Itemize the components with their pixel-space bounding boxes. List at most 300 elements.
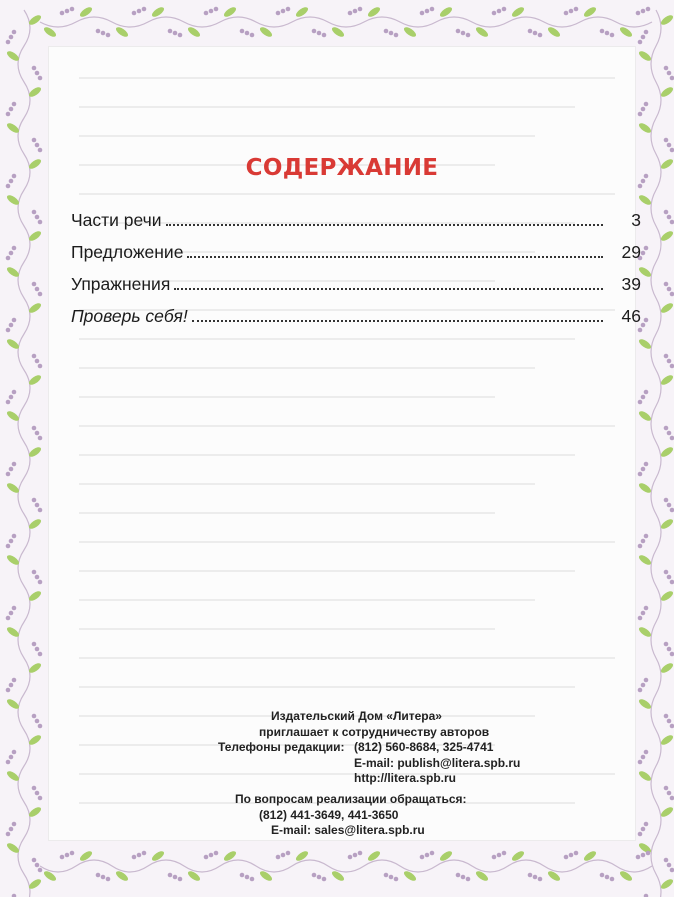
leaf-icon xyxy=(637,769,652,782)
berry-icon xyxy=(12,750,17,755)
berry-icon xyxy=(38,580,43,585)
publisher-name: Издательский Дом «Литера» xyxy=(271,709,442,723)
berry-icon xyxy=(533,875,538,880)
berry-icon xyxy=(646,851,651,856)
berry-icon xyxy=(6,112,11,117)
berry-icon xyxy=(641,179,646,184)
leaf-icon xyxy=(659,877,674,890)
berry-icon xyxy=(664,714,669,719)
berry-icon xyxy=(12,462,17,467)
berry-icon xyxy=(574,851,579,856)
berry-icon xyxy=(35,719,40,724)
berry-icon xyxy=(38,436,43,441)
berry-icon xyxy=(641,251,646,256)
berry-icon xyxy=(35,575,40,580)
berry-icon xyxy=(38,220,43,225)
show-through-line xyxy=(79,471,535,485)
berry-icon xyxy=(137,853,142,858)
berry-icon xyxy=(667,71,672,76)
berry-icon xyxy=(638,184,643,189)
berry-icon xyxy=(641,467,646,472)
berry-icon xyxy=(35,503,40,508)
berry-icon xyxy=(35,359,40,364)
berry-icon xyxy=(6,832,11,837)
berry-icon xyxy=(60,855,65,860)
show-through-line xyxy=(79,500,495,514)
berry-icon xyxy=(641,323,646,328)
berry-icon xyxy=(358,851,363,856)
leaf-icon xyxy=(637,625,652,638)
berry-icon xyxy=(178,877,183,882)
leaf-icon xyxy=(659,517,674,530)
berry-icon xyxy=(9,251,14,256)
berry-icon xyxy=(32,138,37,143)
leaf-icon xyxy=(659,157,674,170)
berry-icon xyxy=(96,29,101,34)
toc-leader-dots xyxy=(192,320,603,322)
berry-icon xyxy=(670,508,674,513)
berry-icon xyxy=(35,215,40,220)
leaf-icon xyxy=(637,121,652,134)
berry-icon xyxy=(492,11,497,16)
berry-icon xyxy=(38,796,43,801)
leaf-icon xyxy=(637,337,652,350)
berry-icon xyxy=(35,71,40,76)
berry-icon xyxy=(644,30,649,35)
berry-icon xyxy=(644,822,649,827)
toc-item-exercises[interactable] xyxy=(71,271,641,295)
toc-item-check-yourself[interactable] xyxy=(71,303,641,327)
berry-icon xyxy=(492,855,497,860)
leaf-icon xyxy=(637,697,652,710)
berry-icon xyxy=(667,719,672,724)
berry-icon xyxy=(312,873,317,878)
berry-icon xyxy=(644,246,649,251)
berry-icon xyxy=(664,66,669,71)
berry-icon xyxy=(641,107,646,112)
toc-item-page: 39 xyxy=(621,274,641,294)
show-through-line xyxy=(79,674,575,688)
toc-item-page: 46 xyxy=(621,306,641,326)
berry-icon xyxy=(670,652,674,657)
berry-icon xyxy=(664,210,669,215)
berry-icon xyxy=(106,33,111,38)
berry-icon xyxy=(638,688,643,693)
berry-icon xyxy=(240,873,245,878)
berry-icon xyxy=(667,791,672,796)
berry-icon xyxy=(32,66,37,71)
berry-icon xyxy=(32,498,37,503)
berry-icon xyxy=(35,791,40,796)
berry-icon xyxy=(276,11,281,16)
berry-icon xyxy=(670,220,674,225)
toc-item-label: Предложение xyxy=(71,242,184,262)
berry-icon xyxy=(9,611,14,616)
berry-icon xyxy=(389,875,394,880)
berry-icon xyxy=(430,851,435,856)
berry-icon xyxy=(664,642,669,647)
berry-icon xyxy=(245,875,250,880)
berry-icon xyxy=(638,616,643,621)
berry-icon xyxy=(137,9,142,14)
publisher-website[interactable]: http://litera.spb.ru xyxy=(354,771,456,785)
berry-icon xyxy=(644,534,649,539)
leaf-icon xyxy=(659,661,674,674)
leaf-icon xyxy=(659,85,674,98)
berry-icon xyxy=(9,107,14,112)
berry-icon xyxy=(384,873,389,878)
berry-icon xyxy=(12,390,17,395)
berry-icon xyxy=(641,539,646,544)
berry-icon xyxy=(12,318,17,323)
berry-icon xyxy=(664,570,669,575)
berry-icon xyxy=(6,544,11,549)
berry-icon xyxy=(35,863,40,868)
show-through-line xyxy=(79,645,615,659)
berry-icon xyxy=(250,877,255,882)
berry-icon xyxy=(38,652,43,657)
berry-icon xyxy=(420,11,425,16)
berry-icon xyxy=(32,714,37,719)
berry-icon xyxy=(528,29,533,34)
vine-stem xyxy=(40,17,652,27)
toc-item-page: 29 xyxy=(621,242,641,262)
berry-icon xyxy=(670,580,674,585)
berry-icon xyxy=(461,875,466,880)
berry-icon xyxy=(276,855,281,860)
berry-icon xyxy=(667,863,672,868)
berry-icon xyxy=(664,498,669,503)
berry-icon xyxy=(644,390,649,395)
berry-icon xyxy=(60,11,65,16)
show-through-line xyxy=(79,123,535,137)
berry-icon xyxy=(9,755,14,760)
berry-icon xyxy=(574,7,579,12)
berry-icon xyxy=(9,539,14,544)
berry-icon xyxy=(456,29,461,34)
berry-icon xyxy=(12,174,17,179)
berry-icon xyxy=(564,855,569,860)
berry-icon xyxy=(420,855,425,860)
berry-icon xyxy=(664,138,669,143)
berry-icon xyxy=(638,328,643,333)
berry-icon xyxy=(9,323,14,328)
show-through-line xyxy=(79,181,615,195)
berry-icon xyxy=(209,853,214,858)
berry-icon xyxy=(209,9,214,14)
show-through-line xyxy=(79,529,615,543)
berry-icon xyxy=(245,31,250,36)
berry-icon xyxy=(667,143,672,148)
berry-icon xyxy=(670,364,674,369)
editorial-phones: (812) 560-8684, 325-4741 xyxy=(354,740,494,754)
berry-icon xyxy=(667,215,672,220)
leaf-icon xyxy=(659,733,674,746)
show-through-line xyxy=(79,616,495,630)
berry-icon xyxy=(664,426,669,431)
berry-icon xyxy=(70,851,75,856)
berry-icon xyxy=(497,9,502,14)
show-through-line xyxy=(79,558,575,572)
berry-icon xyxy=(644,678,649,683)
berry-icon xyxy=(322,33,327,38)
berry-icon xyxy=(32,570,37,575)
toc-item-page: 3 xyxy=(631,210,641,230)
leaf-icon xyxy=(637,193,652,206)
berry-icon xyxy=(6,256,11,261)
berry-icon xyxy=(32,210,37,215)
berry-icon xyxy=(142,7,147,12)
berry-icon xyxy=(466,877,471,882)
berry-icon xyxy=(65,9,70,14)
berry-icon xyxy=(641,827,646,832)
leaf-icon xyxy=(637,409,652,422)
berry-icon xyxy=(12,822,17,827)
publisher-invitation: приглашает к сотрудничеству авторов xyxy=(259,724,490,739)
berry-icon xyxy=(173,31,178,36)
berry-icon xyxy=(317,31,322,36)
show-through-line xyxy=(79,326,575,340)
berry-icon xyxy=(644,318,649,323)
berry-icon xyxy=(214,7,219,12)
berry-icon xyxy=(430,7,435,12)
berry-icon xyxy=(70,7,75,12)
berry-icon xyxy=(101,875,106,880)
berry-icon xyxy=(6,40,11,45)
berry-icon xyxy=(12,246,17,251)
berry-icon xyxy=(641,683,646,688)
berry-icon xyxy=(106,877,111,882)
berry-icon xyxy=(638,472,643,477)
berry-icon xyxy=(348,11,353,16)
toc-item-label: Части речи xyxy=(71,210,162,230)
leaf-icon xyxy=(637,481,652,494)
berry-icon xyxy=(384,29,389,34)
berry-icon xyxy=(38,868,43,873)
berry-icon xyxy=(670,724,674,729)
berry-icon xyxy=(641,755,646,760)
berry-icon xyxy=(644,606,649,611)
berry-icon xyxy=(9,395,14,400)
berry-icon xyxy=(497,853,502,858)
berry-icon xyxy=(317,875,322,880)
toc-leader-dots xyxy=(166,224,603,226)
berry-icon xyxy=(6,688,11,693)
berry-icon xyxy=(569,9,574,14)
berry-icon xyxy=(204,855,209,860)
berry-icon xyxy=(9,683,14,688)
show-through-line xyxy=(79,587,535,601)
berry-icon xyxy=(600,29,605,34)
berry-icon xyxy=(646,7,651,12)
berry-icon xyxy=(353,853,358,858)
berry-icon xyxy=(132,855,137,860)
berry-icon xyxy=(670,292,674,297)
leaf-icon xyxy=(637,49,652,62)
berry-icon xyxy=(178,33,183,38)
berry-icon xyxy=(32,858,37,863)
berry-icon xyxy=(641,853,646,858)
berry-icon xyxy=(286,7,291,12)
berry-icon xyxy=(394,33,399,38)
berry-icon xyxy=(6,472,11,477)
sales-phones: (812) 441-3649, 441-3650 xyxy=(259,807,399,822)
show-through-line xyxy=(79,65,615,79)
berry-icon xyxy=(286,851,291,856)
sales-label: По вопросам реализации обращаться: xyxy=(235,792,467,806)
berry-icon xyxy=(644,102,649,107)
berry-icon xyxy=(65,853,70,858)
berry-icon xyxy=(466,33,471,38)
show-through-line xyxy=(79,413,615,427)
berry-icon xyxy=(6,400,11,405)
berry-icon xyxy=(644,174,649,179)
berry-icon xyxy=(670,436,674,441)
berry-icon xyxy=(38,508,43,513)
berry-icon xyxy=(35,647,40,652)
berry-icon xyxy=(664,858,669,863)
berry-icon xyxy=(641,9,646,14)
berry-icon xyxy=(502,851,507,856)
berry-icon xyxy=(610,33,615,38)
berry-icon xyxy=(638,544,643,549)
show-through-line xyxy=(79,442,575,456)
berry-icon xyxy=(12,102,17,107)
leaf-icon xyxy=(659,13,674,26)
toc-item-parts-of-speech[interactable] xyxy=(71,207,641,231)
berry-icon xyxy=(348,855,353,860)
berry-icon xyxy=(667,287,672,292)
berry-icon xyxy=(322,877,327,882)
berry-icon xyxy=(670,868,674,873)
berry-icon xyxy=(564,11,569,16)
berry-icon xyxy=(9,179,14,184)
berry-icon xyxy=(38,292,43,297)
berry-icon xyxy=(6,184,11,189)
berry-icon xyxy=(281,9,286,14)
berry-icon xyxy=(667,359,672,364)
berry-icon xyxy=(667,575,672,580)
toc-item-sentence[interactable] xyxy=(71,239,641,263)
vine-stem xyxy=(40,860,652,872)
leaf-icon xyxy=(659,589,674,602)
berry-icon xyxy=(389,31,394,36)
berry-icon xyxy=(641,35,646,40)
editorial-phones-label: Телефоны редакции: xyxy=(218,740,345,754)
leaf-icon xyxy=(637,841,652,854)
berry-icon xyxy=(641,611,646,616)
berry-icon xyxy=(670,148,674,153)
editorial-email[interactable]: E-mail: publish@litera.spb.ru xyxy=(354,755,521,770)
toc-item-label: Упражнения xyxy=(71,274,171,294)
berry-icon xyxy=(638,112,643,117)
berry-icon xyxy=(667,503,672,508)
berry-icon xyxy=(644,750,649,755)
berry-icon xyxy=(6,760,11,765)
berry-icon xyxy=(502,7,507,12)
vine-stem xyxy=(18,10,30,897)
berry-icon xyxy=(638,760,643,765)
berry-icon xyxy=(35,143,40,148)
berry-icon xyxy=(528,873,533,878)
berry-icon xyxy=(38,76,43,81)
berry-icon xyxy=(142,851,147,856)
berry-icon xyxy=(240,29,245,34)
berry-icon xyxy=(281,853,286,858)
berry-icon xyxy=(38,364,43,369)
berry-icon xyxy=(6,616,11,621)
berry-icon xyxy=(101,31,106,36)
berry-icon xyxy=(670,76,674,81)
berry-icon xyxy=(35,431,40,436)
show-through-line xyxy=(79,761,615,775)
leaf-icon xyxy=(637,553,652,566)
content-page xyxy=(48,46,641,841)
berry-icon xyxy=(96,873,101,878)
berry-icon xyxy=(168,873,173,878)
toc-item-label: Проверь себя! xyxy=(71,306,188,326)
berry-icon xyxy=(569,853,574,858)
berry-icon xyxy=(38,724,43,729)
berry-icon xyxy=(610,877,615,882)
toc-leader-dots xyxy=(187,256,603,258)
berry-icon xyxy=(638,40,643,45)
leaf-icon xyxy=(659,445,674,458)
berry-icon xyxy=(638,832,643,837)
berry-icon xyxy=(214,851,219,856)
berry-icon xyxy=(312,29,317,34)
berry-icon xyxy=(32,642,37,647)
berry-icon xyxy=(32,354,37,359)
leaf-icon xyxy=(659,805,674,818)
berry-icon xyxy=(6,328,11,333)
berry-icon xyxy=(358,7,363,12)
berry-icon xyxy=(636,855,641,860)
berry-icon xyxy=(12,30,17,35)
berry-icon xyxy=(425,853,430,858)
show-through-line xyxy=(79,384,495,398)
leaf-icon xyxy=(659,373,674,386)
berry-icon xyxy=(168,29,173,34)
berry-icon xyxy=(9,827,14,832)
berry-icon xyxy=(12,534,17,539)
berry-icon xyxy=(204,11,209,16)
berry-icon xyxy=(32,282,37,287)
toc-leader-dots xyxy=(174,288,603,290)
toc-title: СОДЕРЖАНИЕ xyxy=(245,155,439,181)
show-through-line xyxy=(79,94,575,108)
sales-email[interactable]: E-mail: sales@litera.spb.ru xyxy=(271,823,425,837)
berry-icon xyxy=(32,786,37,791)
berry-icon xyxy=(670,796,674,801)
berry-icon xyxy=(173,875,178,880)
berry-icon xyxy=(425,9,430,14)
berry-icon xyxy=(456,873,461,878)
berry-icon xyxy=(12,606,17,611)
berry-icon xyxy=(38,148,43,153)
berry-icon xyxy=(538,877,543,882)
leaf-icon xyxy=(659,301,674,314)
berry-icon xyxy=(605,875,610,880)
berry-icon xyxy=(353,9,358,14)
berry-icon xyxy=(641,395,646,400)
berry-icon xyxy=(636,11,641,16)
leaf-icon xyxy=(659,229,674,242)
berry-icon xyxy=(644,462,649,467)
berry-icon xyxy=(667,647,672,652)
berry-icon xyxy=(638,400,643,405)
berry-icon xyxy=(605,31,610,36)
